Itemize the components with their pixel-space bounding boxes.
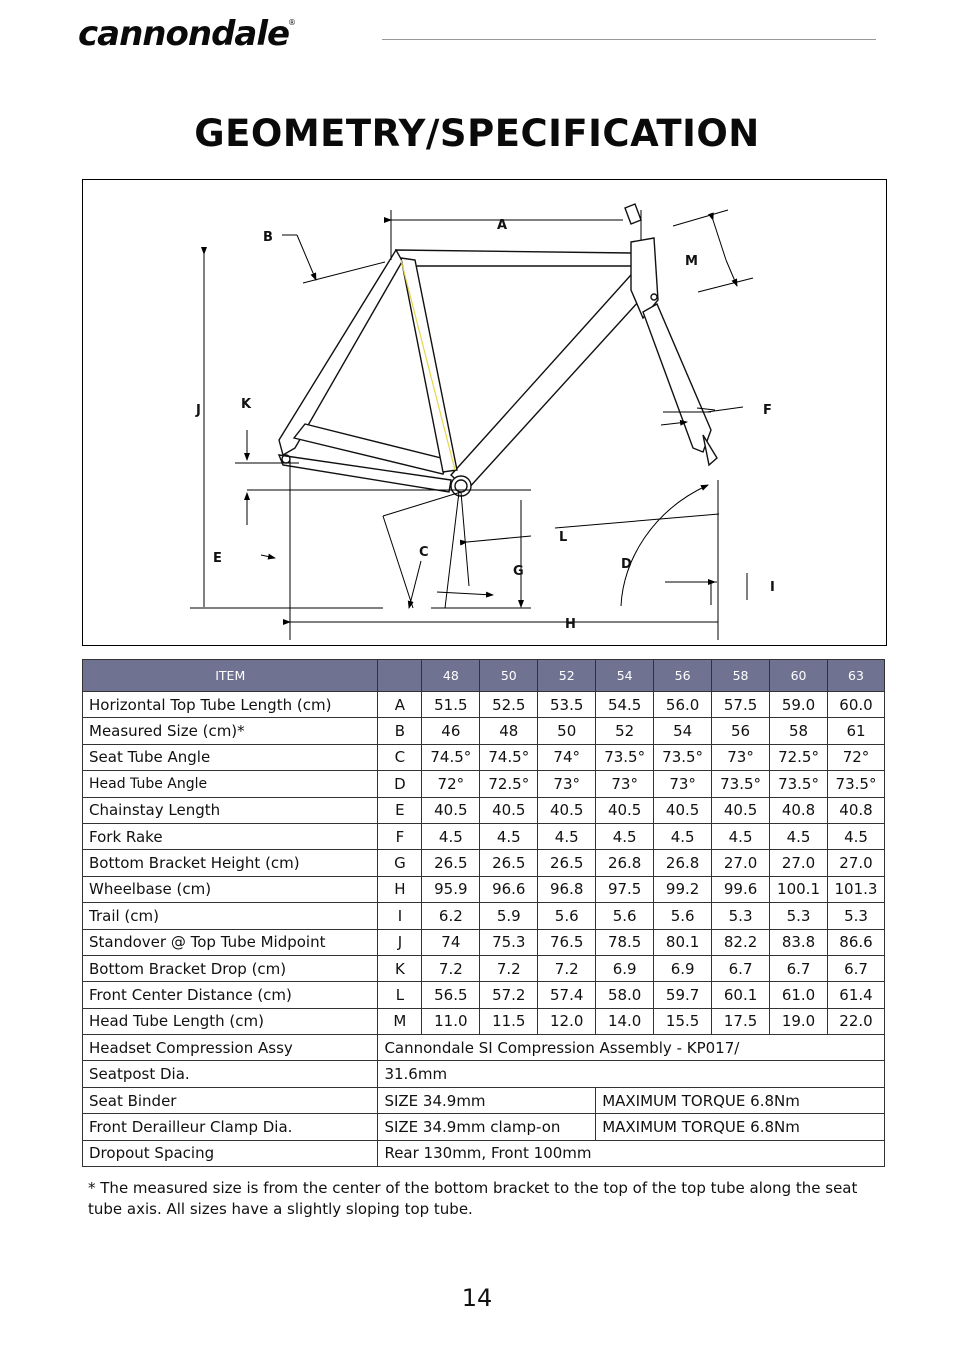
table-row xyxy=(83,718,885,744)
row-value: 4.5 xyxy=(770,823,828,849)
registered-mark: ® xyxy=(288,18,296,27)
row-value: 7.2 xyxy=(538,955,596,981)
table-row xyxy=(83,823,885,849)
row-value: 73° xyxy=(538,771,596,797)
row-label: Dropout Spacing xyxy=(83,1140,378,1166)
row-value: 96.6 xyxy=(480,876,538,902)
table-row xyxy=(83,692,885,718)
row-value: 11.0 xyxy=(422,1008,480,1034)
row-value: 82.2 xyxy=(712,929,770,955)
row-value: 27.0 xyxy=(712,850,770,876)
row-value: 72° xyxy=(422,771,480,797)
row-code: G xyxy=(378,850,422,876)
row-value: 57.4 xyxy=(538,982,596,1008)
row-value: 6.2 xyxy=(422,903,480,929)
row-value: 78.5 xyxy=(596,929,654,955)
row-label: Chainstay Length xyxy=(83,797,378,823)
row-value: 40.5 xyxy=(480,797,538,823)
row-value: 4.5 xyxy=(828,823,885,849)
row-label: Headset Compression Assy xyxy=(83,1035,378,1061)
label-a: A xyxy=(497,218,508,233)
header-item: ITEM xyxy=(83,660,378,692)
header-size: 58 xyxy=(712,660,770,692)
row-value: 6.7 xyxy=(712,955,770,981)
row-value: 56 xyxy=(712,718,770,744)
row-value: 48 xyxy=(480,718,538,744)
row-value: 40.5 xyxy=(422,797,480,823)
table-row xyxy=(83,982,885,1008)
header-size: 63 xyxy=(828,660,885,692)
row-value: Cannondale SI Compression Assembly - KP017/ xyxy=(378,1035,885,1061)
label-m: M xyxy=(685,254,698,269)
geometry-table xyxy=(82,659,885,1167)
row-label: Front Derailleur Clamp Dia. xyxy=(83,1114,378,1140)
row-value: 50 xyxy=(538,718,596,744)
row-code: H xyxy=(378,876,422,902)
row-code: K xyxy=(378,955,422,981)
row-code: B xyxy=(378,718,422,744)
row-value: 15.5 xyxy=(654,1008,712,1034)
row-code: F xyxy=(378,823,422,849)
row-label: Measured Size (cm)* xyxy=(83,718,378,744)
row-value: 40.8 xyxy=(828,797,885,823)
row-value: 73.5° xyxy=(654,744,712,770)
row-code: J xyxy=(378,929,422,955)
row-label: Bottom Bracket Height (cm) xyxy=(83,850,378,876)
row-value: 5.3 xyxy=(712,903,770,929)
row-code: L xyxy=(378,982,422,1008)
row-value: 6.9 xyxy=(654,955,712,981)
row-value: 4.5 xyxy=(596,823,654,849)
row-value: 73° xyxy=(596,771,654,797)
row-value: 100.1 xyxy=(770,876,828,902)
table-row xyxy=(83,1061,885,1087)
row-code: I xyxy=(378,903,422,929)
frame-drawing xyxy=(83,180,888,647)
row-value: 99.2 xyxy=(654,876,712,902)
row-value: 72.5° xyxy=(480,771,538,797)
row-value: 12.0 xyxy=(538,1008,596,1034)
row-value: 61 xyxy=(828,718,885,744)
label-f: F xyxy=(763,403,772,418)
row-value: 53.5 xyxy=(538,692,596,718)
label-l: L xyxy=(559,530,568,545)
table-row xyxy=(83,1087,885,1113)
brand-logo: cannondale xyxy=(78,14,290,54)
row-value: 4.5 xyxy=(538,823,596,849)
row-value: 5.3 xyxy=(770,903,828,929)
row-value: 26.8 xyxy=(596,850,654,876)
label-d: D xyxy=(621,557,632,572)
row-value: 86.6 xyxy=(828,929,885,955)
row-value: SIZE 34.9mm clamp-on xyxy=(378,1114,596,1140)
row-value: 4.5 xyxy=(480,823,538,849)
label-i: I xyxy=(770,580,775,595)
row-value: 4.5 xyxy=(712,823,770,849)
row-value: 26.5 xyxy=(480,850,538,876)
row-value: 75.3 xyxy=(480,929,538,955)
row-value: 56.0 xyxy=(654,692,712,718)
row-value: 40.5 xyxy=(538,797,596,823)
table-row xyxy=(83,1114,885,1140)
row-value: 76.5 xyxy=(538,929,596,955)
row-value: 22.0 xyxy=(828,1008,885,1034)
row-value: 57.5 xyxy=(712,692,770,718)
row-value: 61.0 xyxy=(770,982,828,1008)
row-value: SIZE 34.9mm xyxy=(378,1087,596,1113)
row-value: 58.0 xyxy=(596,982,654,1008)
row-value: 40.8 xyxy=(770,797,828,823)
row-value: 96.8 xyxy=(538,876,596,902)
row-value: 73° xyxy=(654,771,712,797)
row-value: 5.6 xyxy=(654,903,712,929)
row-value: 73.5° xyxy=(770,771,828,797)
table-row xyxy=(83,876,885,902)
header-size: 48 xyxy=(422,660,480,692)
row-value: 54 xyxy=(654,718,712,744)
row-value: 56.5 xyxy=(422,982,480,1008)
row-value: 73.5° xyxy=(828,771,885,797)
row-value: 4.5 xyxy=(654,823,712,849)
table-row xyxy=(83,1008,885,1034)
row-label: Seat Tube Angle xyxy=(83,744,378,770)
row-value: 7.2 xyxy=(422,955,480,981)
row-value: 40.5 xyxy=(712,797,770,823)
row-value: 60.1 xyxy=(712,982,770,1008)
row-value: 95.9 xyxy=(422,876,480,902)
header-size: 56 xyxy=(654,660,712,692)
row-value: 72.5° xyxy=(770,744,828,770)
row-label: Head Tube Angle xyxy=(83,771,378,797)
header-size: 52 xyxy=(538,660,596,692)
row-value: 73° xyxy=(712,744,770,770)
table-row xyxy=(83,1140,885,1166)
row-value: 27.0 xyxy=(770,850,828,876)
row-value-2: MAXIMUM TORQUE 6.8Nm xyxy=(596,1114,885,1140)
row-value: 52.5 xyxy=(480,692,538,718)
table-row xyxy=(83,797,885,823)
row-code: E xyxy=(378,797,422,823)
row-label: Wheelbase (cm) xyxy=(83,876,378,902)
row-value: 26.8 xyxy=(654,850,712,876)
header-size: 60 xyxy=(770,660,828,692)
row-value: 5.9 xyxy=(480,903,538,929)
table-row xyxy=(83,903,885,929)
table-row xyxy=(83,771,885,797)
label-h: H xyxy=(565,617,576,632)
label-c: C xyxy=(419,545,429,560)
row-label: Seatpost Dia. xyxy=(83,1061,378,1087)
row-value: 80.1 xyxy=(654,929,712,955)
row-value: 27.0 xyxy=(828,850,885,876)
row-value: 72° xyxy=(828,744,885,770)
row-value: 59.0 xyxy=(770,692,828,718)
row-label: Seat Binder xyxy=(83,1087,378,1113)
row-value: 59.7 xyxy=(654,982,712,1008)
row-value: 6.9 xyxy=(596,955,654,981)
row-value-2: MAXIMUM TORQUE 6.8Nm xyxy=(596,1087,885,1113)
table-row xyxy=(83,955,885,981)
table-row xyxy=(83,744,885,770)
page-number: 14 xyxy=(461,1284,493,1312)
row-value: 60.0 xyxy=(828,692,885,718)
row-value: 51.5 xyxy=(422,692,480,718)
label-j: J xyxy=(196,403,201,418)
row-label: Head Tube Length (cm) xyxy=(83,1008,378,1034)
label-k: K xyxy=(241,397,252,412)
row-label: Front Center Distance (cm) xyxy=(83,982,378,1008)
row-value: 97.5 xyxy=(596,876,654,902)
row-value: 74 xyxy=(422,929,480,955)
row-value: 74.5° xyxy=(480,744,538,770)
header-size: 54 xyxy=(596,660,654,692)
row-value: 5.6 xyxy=(538,903,596,929)
row-value: 11.5 xyxy=(480,1008,538,1034)
row-value: 40.5 xyxy=(596,797,654,823)
row-value: 6.7 xyxy=(828,955,885,981)
row-value: 40.5 xyxy=(654,797,712,823)
row-label: Horizontal Top Tube Length (cm) xyxy=(83,692,378,718)
row-value: 61.4 xyxy=(828,982,885,1008)
label-b: B xyxy=(263,230,273,245)
geometry-diagram xyxy=(82,179,887,646)
row-code: C xyxy=(378,744,422,770)
row-label: Bottom Bracket Drop (cm) xyxy=(83,955,378,981)
row-code: M xyxy=(378,1008,422,1034)
row-value: 26.5 xyxy=(422,850,480,876)
row-value: 73.5° xyxy=(596,744,654,770)
table-row xyxy=(83,1035,885,1061)
row-value: 101.3 xyxy=(828,876,885,902)
row-label: Fork Rake xyxy=(83,823,378,849)
header-rule xyxy=(382,39,876,40)
row-value: 57.2 xyxy=(480,982,538,1008)
row-value: 58 xyxy=(770,718,828,744)
row-value: 14.0 xyxy=(596,1008,654,1034)
row-label: Trail (cm) xyxy=(83,903,378,929)
row-value: 99.6 xyxy=(712,876,770,902)
label-g: G xyxy=(513,564,524,579)
row-value: 5.3 xyxy=(828,903,885,929)
footnote: * The measured size is from the center of the bottom bracket to the top of the top tube along the seat tube axis. All sizes have a slightly sloping top tube. xyxy=(88,1179,858,1218)
row-value: Rear 130mm, Front 100mm xyxy=(378,1140,885,1166)
row-label: Standover @ Top Tube Midpoint xyxy=(83,929,378,955)
label-e: E xyxy=(213,551,222,566)
row-value: 7.2 xyxy=(480,955,538,981)
table-row xyxy=(83,929,885,955)
row-value: 74.5° xyxy=(422,744,480,770)
row-value: 17.5 xyxy=(712,1008,770,1034)
row-value: 54.5 xyxy=(596,692,654,718)
row-value: 19.0 xyxy=(770,1008,828,1034)
row-value: 73.5° xyxy=(712,771,770,797)
table-header-row xyxy=(83,660,885,692)
row-value: 83.8 xyxy=(770,929,828,955)
row-value: 4.5 xyxy=(422,823,480,849)
header-code xyxy=(378,660,422,692)
table-row xyxy=(83,850,885,876)
row-value: 74° xyxy=(538,744,596,770)
header-size: 50 xyxy=(480,660,538,692)
row-value: 6.7 xyxy=(770,955,828,981)
row-value: 46 xyxy=(422,718,480,744)
row-code: D xyxy=(378,771,422,797)
row-value: 52 xyxy=(596,718,654,744)
row-value: 5.6 xyxy=(596,903,654,929)
row-value: 31.6mm xyxy=(378,1061,885,1087)
row-value: 26.5 xyxy=(538,850,596,876)
page-title: GEOMETRY/SPECIFICATION xyxy=(194,112,760,155)
row-code: A xyxy=(378,692,422,718)
